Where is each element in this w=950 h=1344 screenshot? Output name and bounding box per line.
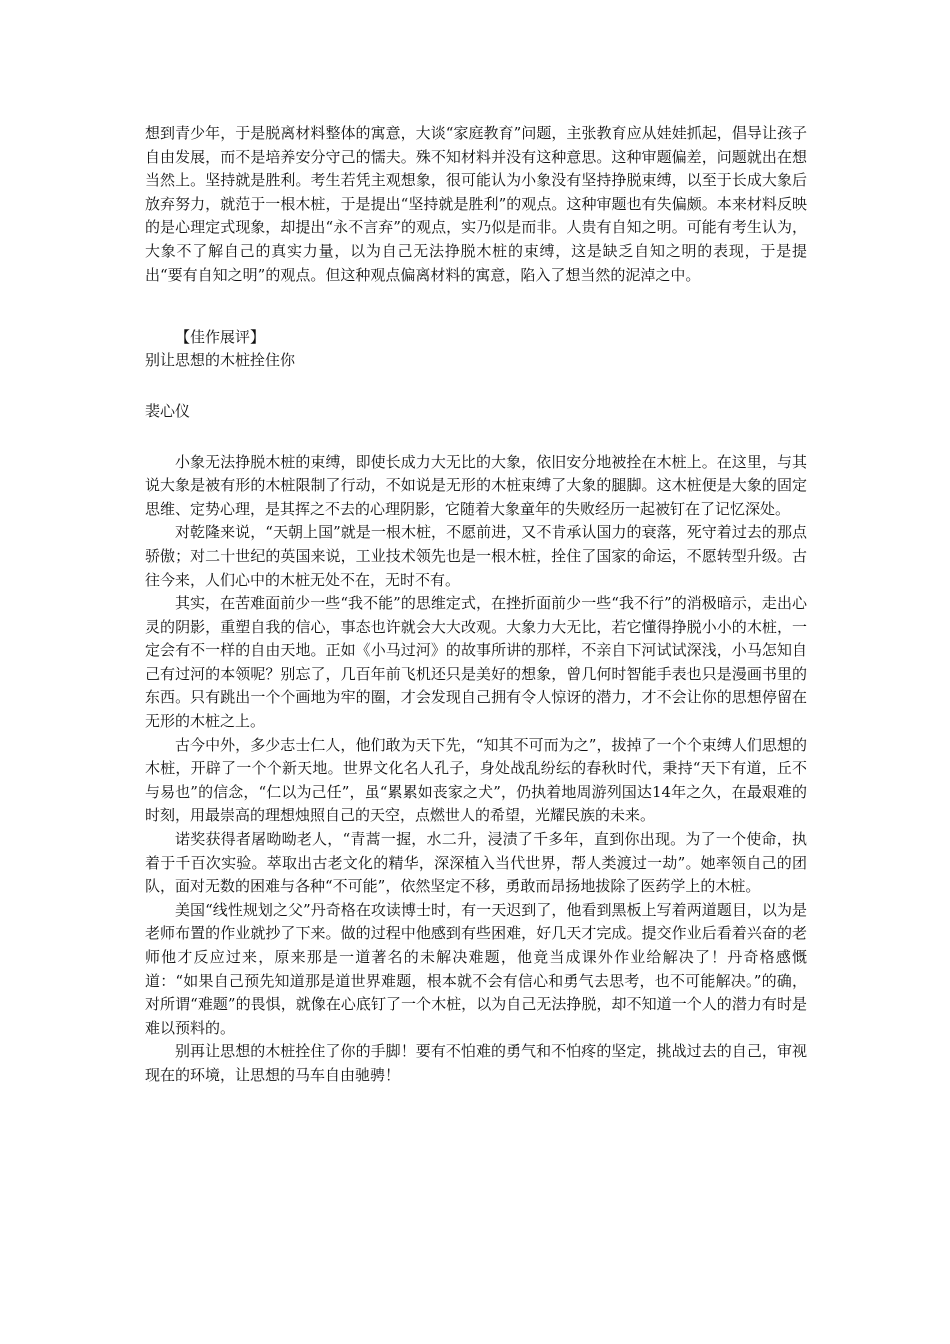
spacer bbox=[145, 287, 807, 311]
essay-paragraph: 别再让思想的木桩拴住了你的手脚！要有不怕难的勇气和不怕疼的坚定，挑战过去的自己，审视现在的环境，让思想的马车自由驰骋！ bbox=[145, 1042, 807, 1084]
essay-paragraph: 美国“线性规划之父”丹奇格在攻读博士时，有一天迟到了，他看到黑板上写着两道题目，以为是老师布置的作业就抄了下来。做的过程中他感到有些困难，好几天才完成。提交作业后看着兴奋的老师他才反应过来，原来那是一道著名的未解决难题，他竟当成课外作业给解决了！丹奇格感慨道：“如果自己预先知道那是道世界难题，根本就不会有信心和勇气去思考，也不可能解决。”的确，对所谓“难题”的畏惧，就像在心底钉了一个木桩，以为自己无法挣脱，却不知道一个人的潜力有时是难以预料的。 bbox=[145, 900, 807, 1037]
essay-paragraph: 其实，在苦难面前少一些“我不能”的思维定式，在挫折面前少一些“我不行”的消极暗示，走出心灵的阴影，重塑自我的信心，事态也许就会大大改观。大象力大无比，若它懂得挣脱小小的木桩，一定会有不一样的自由天地。正如《小马过河》的故事所讲的那样，不亲自下河试试深浅，小马怎知自己有过河的本领呢？别忘了，几百年前飞机还只是美好的想象，曾几何时智能手表也只是漫画书里的东西。只有跳出一个个画地为牢的圈，才会发现自己拥有令人惊讶的潜力，才不会让你的思想停留在无形的木桩之上。 bbox=[145, 594, 807, 731]
document-page bbox=[145, 122, 807, 1088]
essay-paragraph: 对乾隆来说，“天朝上国”就是一根木桩，不愿前进，又不肯承认国力的衰落，死守着过去的那点骄傲；对二十世纪的英国来说，工业技术领先也是一根木桩，拴住了国家的命运，不愿转型升级。古往今来，人们心中的木桩无处不在，无时不有。 bbox=[145, 523, 807, 589]
analysis-paragraph: 想到青少年，于是脱离材料整体的寓意，大谈“家庭教育”问题，主张教育应从娃娃抓起，倡导让孩子自由发展，而不是培养安分守己的懦夫。殊不知材料并没有这种意思。这种审题偏差，问题就出在想当然上。坚持就是胜利。考生若凭主观想象，很可能认为小象没有坚持挣脱束缚，以至于长成大象后放弃努力，就范于一根木桩，于是提出“坚持就是胜利”的观点。这种审题也有失偏颇。本来材料反映的是心理定式现象，却提出“永不言弃”的观点，实乃似是而非。人贵有自知之明。可能有考生认为，大象不了解自己的真实力量，以为自己无法挣脱木桩的束缚，这是缺乏自知之明的表现，于是提出“要有自知之明”的观点。但这种观点偏离材料的寓意，陷入了想当然的泥淖之中。 bbox=[145, 124, 807, 284]
spacer bbox=[145, 311, 807, 326]
spacer bbox=[145, 424, 807, 451]
essay-author: 裴心仪 bbox=[145, 401, 191, 420]
spacer bbox=[145, 373, 807, 400]
essay-paragraph: 小象无法挣脱木桩的束缚，即使长成力大无比的大象，依旧安分地被拴在木桩上。在这里，与其说大象是被有形的木桩限制了行动，不如说是无形的木桩束缚了大象的腿脚。这木桩便是大象的固定思维、定势心理，是其挥之不去的心理阴影，它随着大象童年的失败经历一起被钉在了记忆深处。 bbox=[145, 452, 807, 518]
essay-title: 别让思想的木桩拴住你 bbox=[145, 351, 296, 370]
essay-paragraph: 古今中外，多少志士仁人，他们敢为天下先，“知其不可而为之”，拔掉了一个个束缚人们思想的木桩，开辟了一个个新天地。世界文化名人孔子，身处战乱纷纭的春秋时代，秉持“天下有道，丘不与易也”的信念，“仁以为己任”，虽“累累如丧家之犬”，仍执着地周游列国达14年之久，在最艰难的时刻，用最崇高的理想烛照自己的天空，点燃世人的希望，光耀民族的未来。 bbox=[145, 735, 807, 825]
section-heading: 【佳作展评】 bbox=[175, 327, 266, 346]
essay-paragraph: 诺奖获得者屠呦呦老人，“青蒿一握，水二升，浸渍了千多年，直到你出现。为了一个使命，执着于千百次实验。萃取出古老文化的精华，深深植入当代世界，帮人类渡过一劫”。她率领自己的团队，面对无数的困难与各种“不可能”，依然坚定不移，勇敢而昂扬地拔除了医药学上的木桩。 bbox=[145, 830, 807, 896]
